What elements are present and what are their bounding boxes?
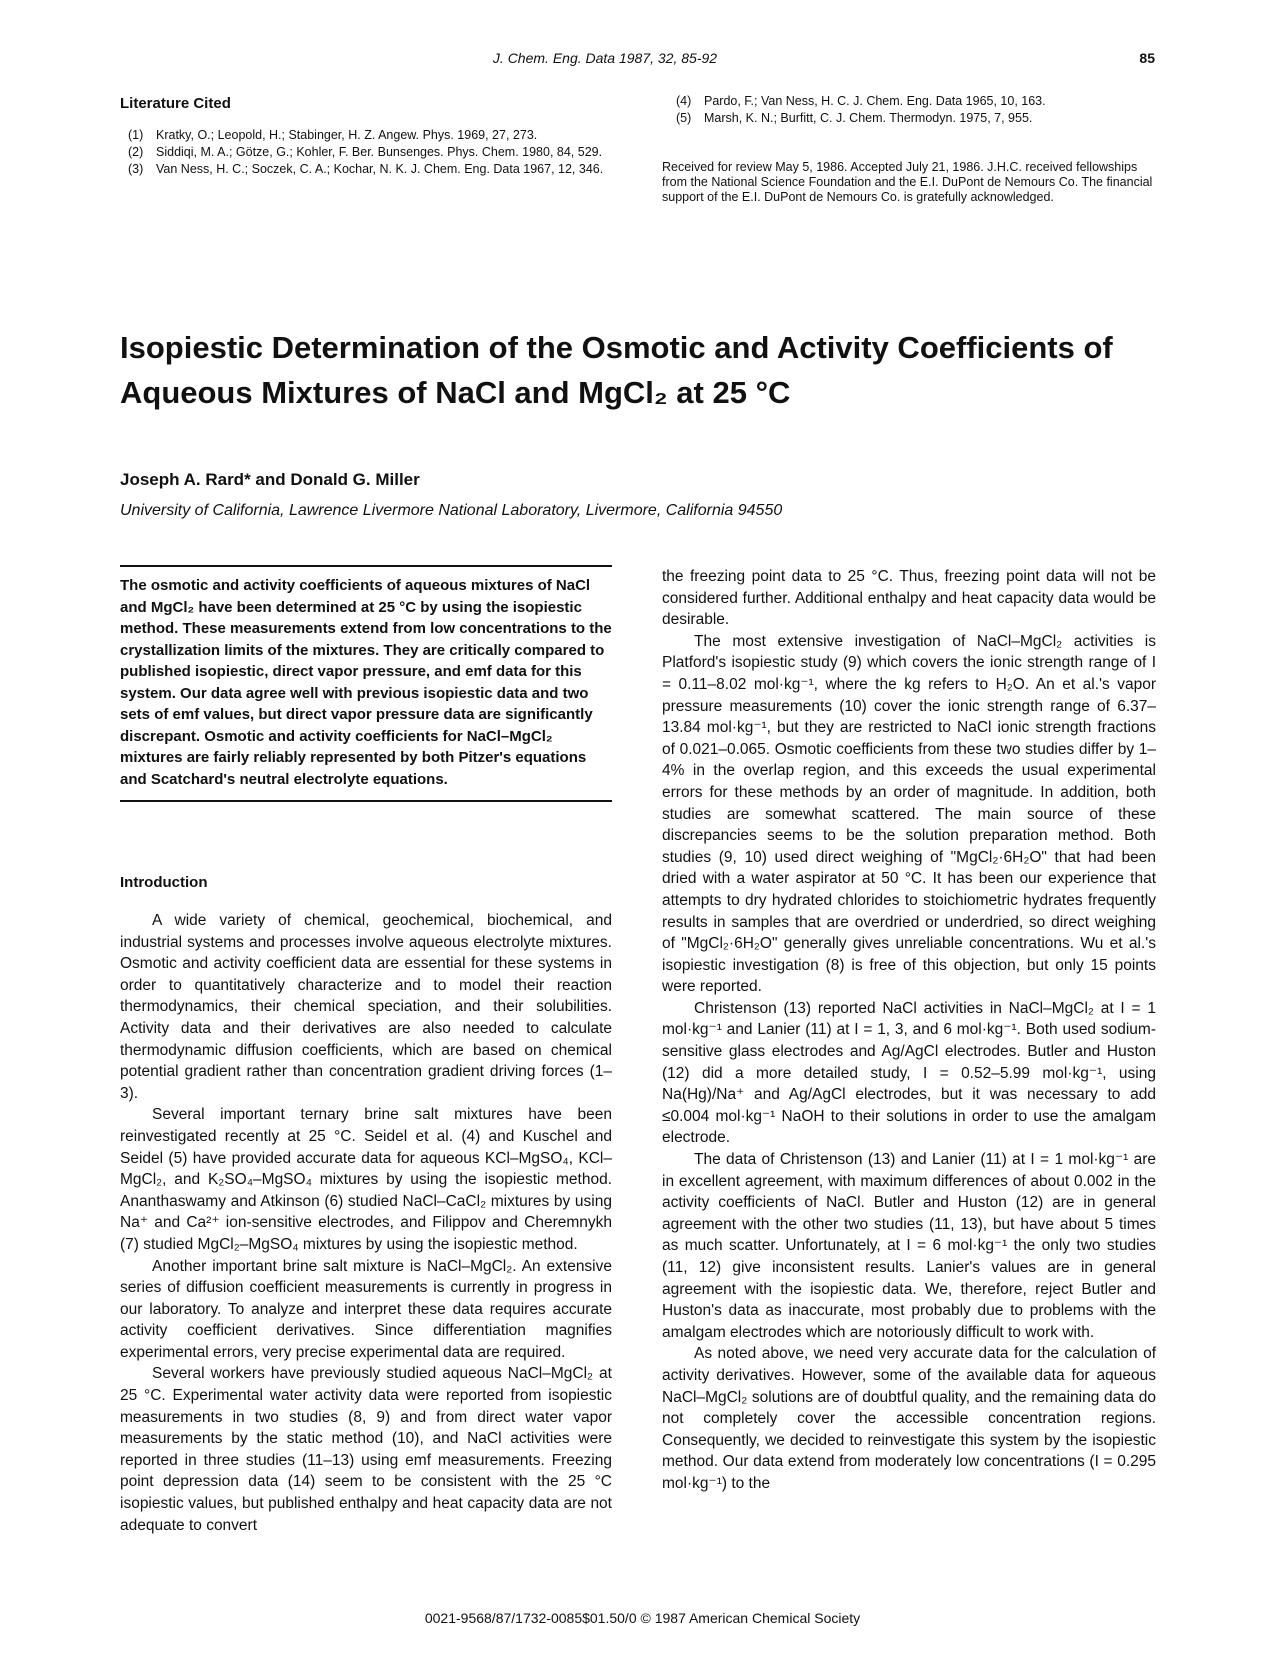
reference-item: (4) Pardo, F.; Van Ness, H. C. J. Chem. Eng. Data 1965, 10, 163. [676, 94, 1046, 108]
body-paragraph: As noted above, we need very accurate data for the calculation of activity derivatives. However, some of the available data for aqueous NaCl–MgCl₂ solutions are of doubtful quality, and the remaining data do not completely cover the accessible concentration regions. Consequently, we decided to reinvestigate this system by the isopiestic method. Our data extend from moderately low concentrations (I = 0.295 mol·kg⁻¹) to the [662, 1345, 1156, 1492]
body-paragraph: The most extensive investigation of NaCl–MgCl₂ activities is Platford's isopiestic study (9) which covers the ionic strength range of I = 0.11–8.02 mol·kg⁻¹, where the kg refers to H₂O. An et al.'s vapor pressure measurements (10) cover the ionic strength range of 6.37–13.84 mol·kg⁻¹, but they are restricted to NaCl ionic strength fractions of 0.021–0.065. Osmotic coefficients from these two studies differ by 1–4% in the overlap region, and this exceeds the usual experimental errors for these methods by an order of magnitude. In addition, both studies are somewhat scattered. The main source of these discrepancies seems to be the solution preparation method. Both studies (9, 10) used direct weighing of "MgCl₂·6H₂O" that had been dried with a water aspirator at 50 °C. It has been our experience that attempts to dry hydrated chlorides to stoichiometric hydrates frequently results in samples that are overdried or underdried, so direct weighing of "MgCl₂·6H₂O" generally gives unreliable concentrations. Wu et al.'s isopiestic investigation (8) is free of this objection, but only 15 points were reported. [662, 632, 1156, 996]
body-paragraph: Christenson (13) reported NaCl activities in NaCl–MgCl₂ at I = 1 mol·kg⁻¹ and Lanier (11) at I = 1, 3, and 6 mol·kg⁻¹. Both used sodium-sensitive glass electrodes and Ag/AgCl electrodes. Butler and Huston (12) did a more detailed study, I = 0.52–5.99 mol·kg⁻¹, using Na(Hg)/Na⁺ and Ag/AgCl electrodes, but it was necessary to add ≤0.004 mol·kg⁻¹ NaOH to their solutions in order to use the amalgam electrode. [662, 999, 1156, 1147]
copyright-footer: 0021-9568/87/1732-0085$01.50/0 © 1987 American Chemical Society [424, 1610, 861, 1626]
reference-item: (2) Siddiqi, M. A.; Götze, G.; Kohler, F. Ber. Bunsenges. Phys. Chem. 1980, 84, 529. [128, 145, 603, 159]
body-column-right [662, 566, 1156, 1495]
section-heading-introduction: Introduction [120, 874, 208, 891]
body-paragraph: Several important ternary brine salt mixtures have been reinvestigated recently at 25 °C. Seidel et al. (4) and Kuschel and Seidel (5) have provided accurate data for aqueous KCl–MgSO₄, KCl–MgCl₂, and K₂SO₄–MgSO₄ mixtures by using the isopiestic method. Ananthaswamy and Atkinson (6) studied NaCl–CaCl₂ mixtures by using Na⁺ and Ca²⁺ ion-sensitive electrodes, and Filippov and Cheremnykh (7) studied MgCl₂–MgSO₄ mixtures by using the isopiestic method. [120, 1106, 612, 1253]
reference-item: (3) Van Ness, H. C.; Soczek, C. A.; Kochar, N. K. J. Chem. Eng. Data 1967, 12, 346. [128, 162, 604, 176]
body-paragraph: The data of Christenson (13) and Lanier (11) at I = 1 mol·kg⁻¹ are in excellent agreement, with maximum differences of about 0.002 in the activity coefficients of NaCl. Butler and Huston (12) are in general agreement with the other two studies (11, 13), but have about 5 times as much scatter. Unfortunately, at I = 6 mol·kg⁻¹ the only two studies (11, 12) give inconsistent results. Lanier's values are in general agreement with the isopiestic data. We, therefore, reject Butler and Huston's data as inaccurate, most probably due to problems with the amalgam electrodes which are notoriously difficult to work with. [662, 1151, 1156, 1341]
body-paragraph: the freezing point data to 25 °C. Thus, freezing point data will not be considered further. Additional enthalpy and heat capacity data would be desirable. [662, 568, 1156, 629]
reference-item: (5) Marsh, K. N.; Burfitt, C. J. Chem. Thermodyn. 1975, 7, 955. [676, 111, 1033, 125]
author-affiliation: University of California, Lawrence Livermore National Laboratory, Livermore, California 94550 [120, 502, 783, 519]
reference-list-right [676, 94, 1156, 128]
journal-citation: J. Chem. Eng. Data 1987, 32, 85-92 [492, 50, 718, 66]
literature-cited-heading: Literature Cited [120, 95, 231, 112]
body-paragraph: Several workers have previously studied aqueous NaCl–MgCl₂ at 25 °C. Experimental water activity data were reported from isopiestic measurements in two studies (8, 9) and from direct water vapor measurements by the static method (10), and NaCl activities were reported in three studies (11–13) using emf measurements. Freezing point depression data (14) seem to be consistent with the 25 °C isopiestic values, but published enthalpy and heat capacity data are not adequate to convert [120, 1365, 612, 1534]
reference-item: (1) Kratky, O.; Leopold, H.; Stabinger, H. Z. Angew. Phys. 1969, 27, 273. [128, 128, 538, 142]
page-number: 85 [1139, 50, 1155, 66]
body-paragraph: A wide variety of chemical, geochemical, biochemical, and industrial systems and processes involve aqueous electrolyte mixtures. Osmotic and activity coefficient data are essential for these systems in order to quantitatively characterize and to model their reaction thermodynamics, their chemical speciation, and their solubilities. Activity data and their derivatives are also needed to calculate thermodynamic diffusion coefficients, which are based on chemical potential gradient rather than concentration gradient driving forces (1–3). [120, 912, 612, 1102]
article-title: Isopiestic Determination of the Osmotic and Activity Coefficients of Aqueous Mixtures of NaCl and MgCl₂ at 25 °C [120, 330, 1113, 410]
article-authors: Joseph A. Rard* and Donald G. Miller [120, 470, 420, 489]
reference-list-left [128, 128, 614, 179]
abstract: The osmotic and activity coefficients of aqueous mixtures of NaCl and MgCl₂ have been determined at 25 °C by using the isopiestic method. These measurements extend from low concentrations to the crystallization limits of the mixtures. They are critically compared to published isopiestic, direct vapor pressure, and emf data for this system. Our data agree well with previous isopiestic data and two sets of emf values, but direct vapor pressure data are significantly discrepant. Osmotic and activity coefficients for NaCl–MgCl₂ mixtures are fairly reliably represented by both Pitzer's equations and Scatchard's neutral electrolyte equations. [120, 565, 612, 802]
body-column-left [120, 910, 612, 1536]
received-note: Received for review May 5, 1986. Accepted July 21, 1986. J.H.C. received fellowships from the National Science Foundation and the E.I. DuPont de Nemours Co. The financial support of the E.I. DuPont de Nemours Co. is gratefully acknowledged. [662, 160, 1153, 204]
body-paragraph: Another important brine salt mixture is NaCl–MgCl₂. An extensive series of diffusion coefficient measurements is currently in progress in our laboratory. To analyze and interpret these data requires accurate activity coefficient derivatives. Since differentiation magnifies experimental errors, very precise experimental data are required. [120, 1257, 612, 1361]
